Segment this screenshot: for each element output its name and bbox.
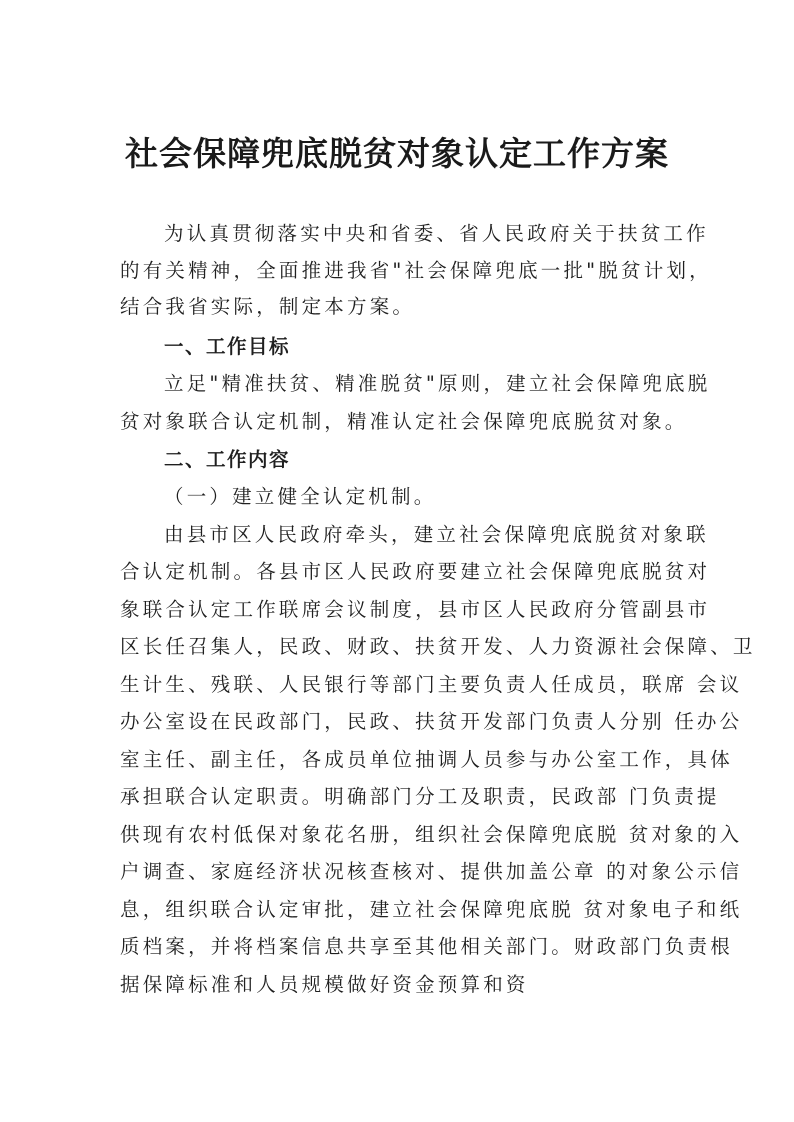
paragraph-line: 立足"精准扶贫、精准脱贫"原则，建立社会保障兜底脱 (164, 372, 711, 395)
paragraph-line: 生计生、残联、人民银行等部门主要负责人任成员，联席 会议 (120, 673, 743, 696)
paragraph-line: 办公室设在民政部门，民政、扶贫开发部门负责人分别 任办公 (120, 710, 743, 733)
page-title: 社会保障兜底脱贫对象认定工作方案 (125, 134, 669, 173)
paragraph-line: 为认真贯彻落实中央和省委、省人民政府关于扶贫工作 (164, 222, 709, 245)
paragraph-line: 据保障标准和人员规模做好资金预算和资 (120, 973, 529, 996)
paragraph-line: 象联合认定工作联席会议制度，县市区人民政府分管副县市 (120, 598, 711, 621)
section-heading-content: 二、工作内容 (164, 448, 291, 471)
paragraph-line: 户调查、家庭经济状况核查核对、提供加盖公章 的对象公示信 (120, 860, 743, 883)
subsection-heading: （一）建立健全认定机制。 (164, 485, 437, 508)
section-heading-goal: 一、工作目标 (164, 335, 291, 358)
paragraph-line: 供现有农村低保对象花名册，组织社会保障兜底脱 贫对象的入 (120, 823, 743, 846)
paragraph-line: 质档案，并将档案信息共享至其他相关部门。财政部门负责根 (120, 935, 733, 958)
paragraph-line: 室主任、副主任，各成员单位抽调人员参与办公室工作，具体 (120, 748, 733, 771)
paragraph-line: 的有关精神，全面推进我省"社会保障兜底一批"脱贫计划， (120, 259, 712, 282)
paragraph-line: 由县市区人民政府牵头，建立社会保障兜底脱贫对象联 (164, 523, 709, 546)
paragraph-line: 承担联合认定职责。明确部门分工及职责，民政部 门负责提 (120, 785, 720, 808)
paragraph-line: 贫对象联合认定机制，精准认定社会保障兜底脱贫对象。 (120, 410, 688, 433)
paragraph-line: 息，组织联合认定审批，建立社会保障兜底脱 贫对象电子和纸 (120, 898, 743, 921)
paragraph-line: 合认定机制。各县市区人民政府要建立社会保障兜底脱贫对 (120, 560, 711, 583)
paragraph-line: 区长任召集人，民政、财政、扶贫开发、人力资源社会保障、卫 (120, 635, 756, 658)
paragraph-line: 结合我省实际，制定本方案。 (120, 295, 416, 318)
